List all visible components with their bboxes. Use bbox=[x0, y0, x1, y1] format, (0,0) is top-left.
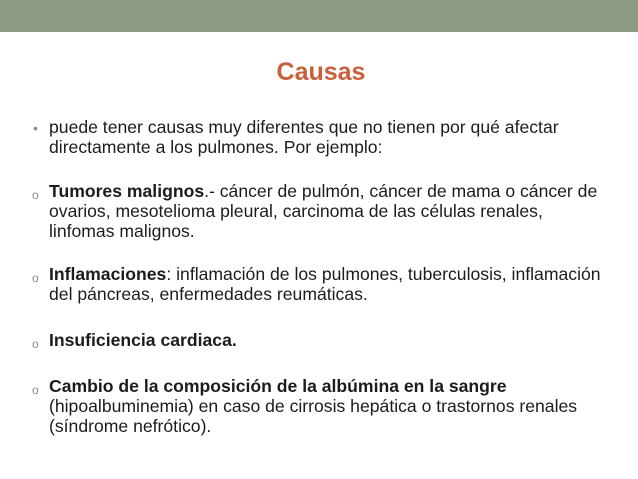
bullet-text bbox=[32, 117, 602, 157]
bullet-text bbox=[32, 330, 602, 350]
bullet-text bbox=[32, 264, 602, 304]
bullet-bold: Inflamaciones bbox=[49, 264, 167, 284]
bullet-bold: Cambio de la composición de la albúmina en la sangre bbox=[49, 376, 507, 396]
bullet-text bbox=[32, 181, 602, 241]
bullet-item-tumores bbox=[32, 181, 602, 241]
bullet-item-insuficiencia bbox=[32, 330, 602, 350]
bullet-item-albumina bbox=[32, 376, 602, 436]
bullet-body: (hipoalbuminemia) en caso de cirrosis hepática o trastornos renales (síndrome nefrótico). bbox=[49, 396, 578, 436]
bullet-body: : inflamación de los pulmones, tuberculosis, inflamación del páncreas, enfermedades reumáticas. bbox=[49, 264, 601, 304]
bullet-item-inflamaciones bbox=[32, 264, 602, 304]
bullet-bold: Insuficiencia cardiaca. bbox=[49, 330, 237, 350]
bullet-circle-icon: o bbox=[32, 188, 39, 202]
bullet-dot-icon: • bbox=[33, 120, 38, 136]
bullet-body: .- cáncer de pulmón, cáncer de mama o cáncer de ovarios, mesotelioma pleural, carcinoma de las células renales, linfomas malignos. bbox=[49, 181, 598, 241]
bullet-text bbox=[32, 376, 602, 436]
bullet-item-intro bbox=[32, 117, 602, 157]
bullet-circle-icon: o bbox=[32, 271, 39, 285]
bullet-circle-icon: o bbox=[32, 383, 39, 397]
bullet-body: puede tener causas muy diferentes que no tienen por qué afectar directamente a los pulmones. Por ejemplo: bbox=[49, 117, 559, 157]
bullet-bold: Tumores malignos bbox=[49, 181, 205, 201]
bullet-circle-icon: o bbox=[32, 337, 39, 351]
slide-title: Causas bbox=[276, 58, 366, 86]
header-bar bbox=[0, 0, 638, 32]
